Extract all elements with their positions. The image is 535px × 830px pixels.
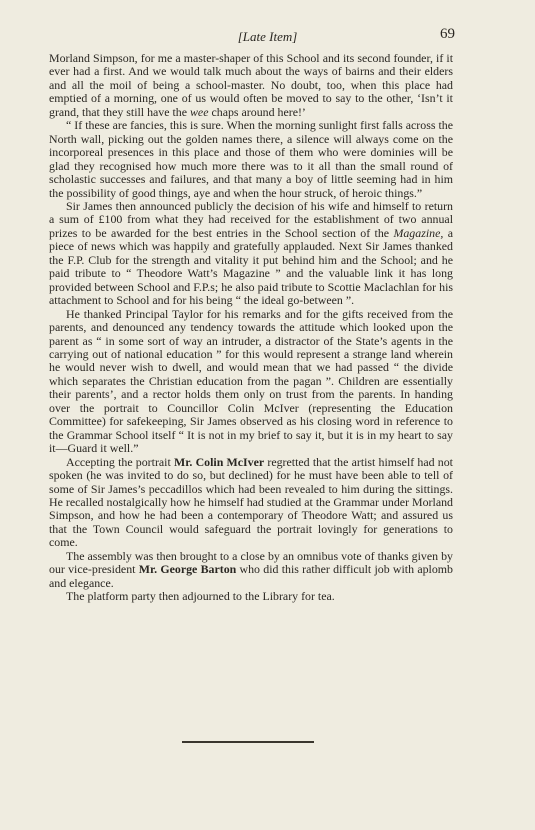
paragraph-5: [49, 456, 453, 550]
speaker-name: Mr. Colin McIver: [174, 454, 265, 469]
emphasis-wee: wee: [190, 104, 209, 119]
paragraph-text: chaps around here!’: [208, 104, 306, 119]
paragraph-text: a piece of news which was happily and gratefully applauded. Next Sir James thanked the F.P. Club for the strength and vitality it put behind him and the School; and he paid tribute to “ Theodore Watt’s Magazine ” and the valuable link it has long provided between School and F.P.s; he also paid tribute to Scottie Maclachlan for his attachment to School and for his being “ the ideal go-between ”.: [49, 225, 453, 308]
paragraph-7: [49, 590, 453, 603]
paragraph-3: [49, 200, 453, 308]
paragraph-2: [49, 119, 453, 200]
paragraph-text: The platform party then adjourned to the Library for tea.: [66, 589, 335, 604]
paragraph-text: Sir James then announced publicly the decision of his wife and himself to return a sum of £100 from what they had received for the establishment of two annual prizes to be awarded for the best entries in the School section of the: [49, 198, 453, 240]
paragraph-text: Morland Simpson, for me a master-shaper of this School and its second founder, if it ever had a first. And we would talk much about the ways of bairns and their elders and all the moil of being a school-master. No doubt, too, when this place had emptied of a morning, one of us would often be moved to say to the other, ‘Isn’t it grand, that they still have the: [49, 51, 453, 119]
paragraph-4: [49, 308, 453, 456]
speaker-name: Mr. George Barton: [138, 562, 237, 577]
running-title: [Late Item]: [237, 29, 298, 44]
closing-rule: [182, 741, 314, 743]
paragraph-text: The assembly was then brought to a close by an omnibus vote of thanks given by our vice-president: [49, 548, 453, 577]
paragraph-text: “ If these are fancies, this is sure. When the morning sunlight first falls across the North wall, picking out the golden names there, a silence will always come on the incorporeal presences in this place and those of them who were dominies will be glad they recognised how much more there was to it all than the small round of scholastic successes and failures, and that many a boy of little seeming had in him the possibility of good things, aye and when the hour struck, of heroic things.”: [49, 118, 453, 200]
paragraph-text: He thanked Principal Taylor for his remarks and for the gifts received from the parents, and denounced any tendency towards the attitude which looked upon the parent as “ in some sort of way an intruder, a distractor of the State’s agents in the carrying out of national education ” for this would represent a strange land wherein he would never wish to dwell, and would mean that we had passed “ the divide which separates the Christian education from the pagan ”. Children are essentially their parents’, and a rector holds them only on trust from the parents. In handing over the portrait to Councillor Colin McIver (representing the Education Committee) for safekeeping, Sir James observed as his closing word in reference to the Grammar School itself “ It is not in my brief to say it, but it is in my heart to say it—Guard it well.”: [49, 306, 453, 456]
page-number: 69: [440, 26, 455, 42]
paragraph-text: who did this rather difficult job with aplomb and elegance.: [49, 562, 453, 590]
paragraph-text: regretted that the artist himself had not spoken (he was invited to do so, but declined) for he must have been able to tell of some of Sir James’s peccadillos which had been revealed to him during the sittings. He recalled nostalgically how he himself had studied at the Grammar under Morland Simpson, and how he had been a contemporary of Theodore Watt; and assured us that the Town Council would safeguard the portrait lovingly for generations to come.: [49, 454, 453, 550]
paragraph-text: Accepting the portrait: [66, 454, 174, 469]
magazine-title: Magazine,: [393, 225, 444, 240]
paragraph-6: [49, 550, 453, 590]
running-head: [0, 26, 535, 46]
paragraph-1: [49, 52, 453, 119]
article-body: [49, 52, 453, 604]
